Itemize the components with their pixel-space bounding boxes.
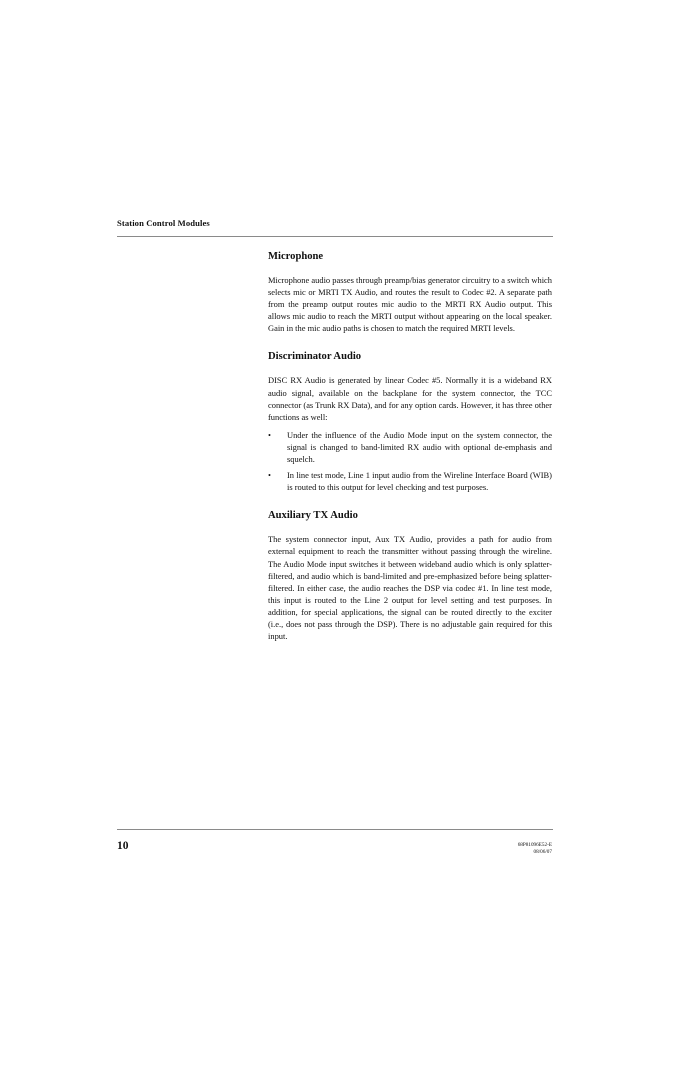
- section-paragraph: The system connector input, Aux TX Audio, provides a path for audio from external equipment to reach the transmitter without passing through the wireline. The Audio Mode input switches it between wideband audio which is only splatter-filtered, and audio which is band-limited and pre-emphasized before being splatter-filtered. In either case, the audio reaches the DSP via codec #1. In line test mode, this input is routed to the Line 2 output for level setting and test purposes. In addition, for special applications, the signal can be routed directly to the exciter (i.e., does not pass through the DSP). There is no adjustable gain required for this input.: [268, 534, 552, 642]
- section-auxiliary-tx-audio: [268, 509, 552, 642]
- list-item-text: In line test mode, Line 1 input audio from the Wireline Interface Board (WIB) is routed to this output for level checking and test purposes.: [287, 470, 552, 493]
- section-heading: Auxiliary TX Audio: [268, 510, 358, 522]
- bullet-icon: •: [268, 470, 271, 481]
- list-item: [268, 469, 552, 493]
- list-item-text: Under the influence of the Audio Mode input on the system connector, the signal is changed to band-limited RX audio with optional de-emphasis and squelch.: [287, 429, 552, 465]
- section-microphone: [268, 250, 552, 334]
- section-paragraph: DISC RX Audio is generated by linear Codec #5. Normally it is a wideband RX audio signal, available on the backplane for the system connector, the TCC connector (as Trunk RX Data), and for any option cards. However, it has three other functions as well:: [268, 375, 552, 422]
- main-content: [268, 250, 552, 658]
- bullet-icon: •: [268, 429, 271, 440]
- bullet-list: [268, 429, 552, 493]
- header-rule: [117, 236, 553, 237]
- section-heading: Discriminator Audio: [268, 351, 362, 363]
- section-paragraph: Microphone audio passes through preamp/bias generator circuitry to a switch which selects mic or MRTI TX Audio, and routes the result to Codec #2. A separate path from the preamp output routes mic audio to the MRTI RX Audio output. This allows mic audio to reach the MRTI output without appearing on the local speaker. Gain in the mic audio paths is chosen to match the required MRTI levels.: [268, 275, 552, 334]
- footer-rule: [117, 829, 553, 830]
- document-id: [518, 842, 552, 855]
- document-date: 08/06/07: [533, 848, 552, 855]
- running-header: Station Control Modules: [117, 218, 210, 228]
- page-number: 10: [117, 840, 129, 852]
- section-discriminator-audio: [268, 350, 552, 493]
- section-heading: Microphone: [268, 251, 324, 262]
- list-item: [268, 429, 552, 465]
- document-code: 68P81096E52-E: [517, 842, 552, 848]
